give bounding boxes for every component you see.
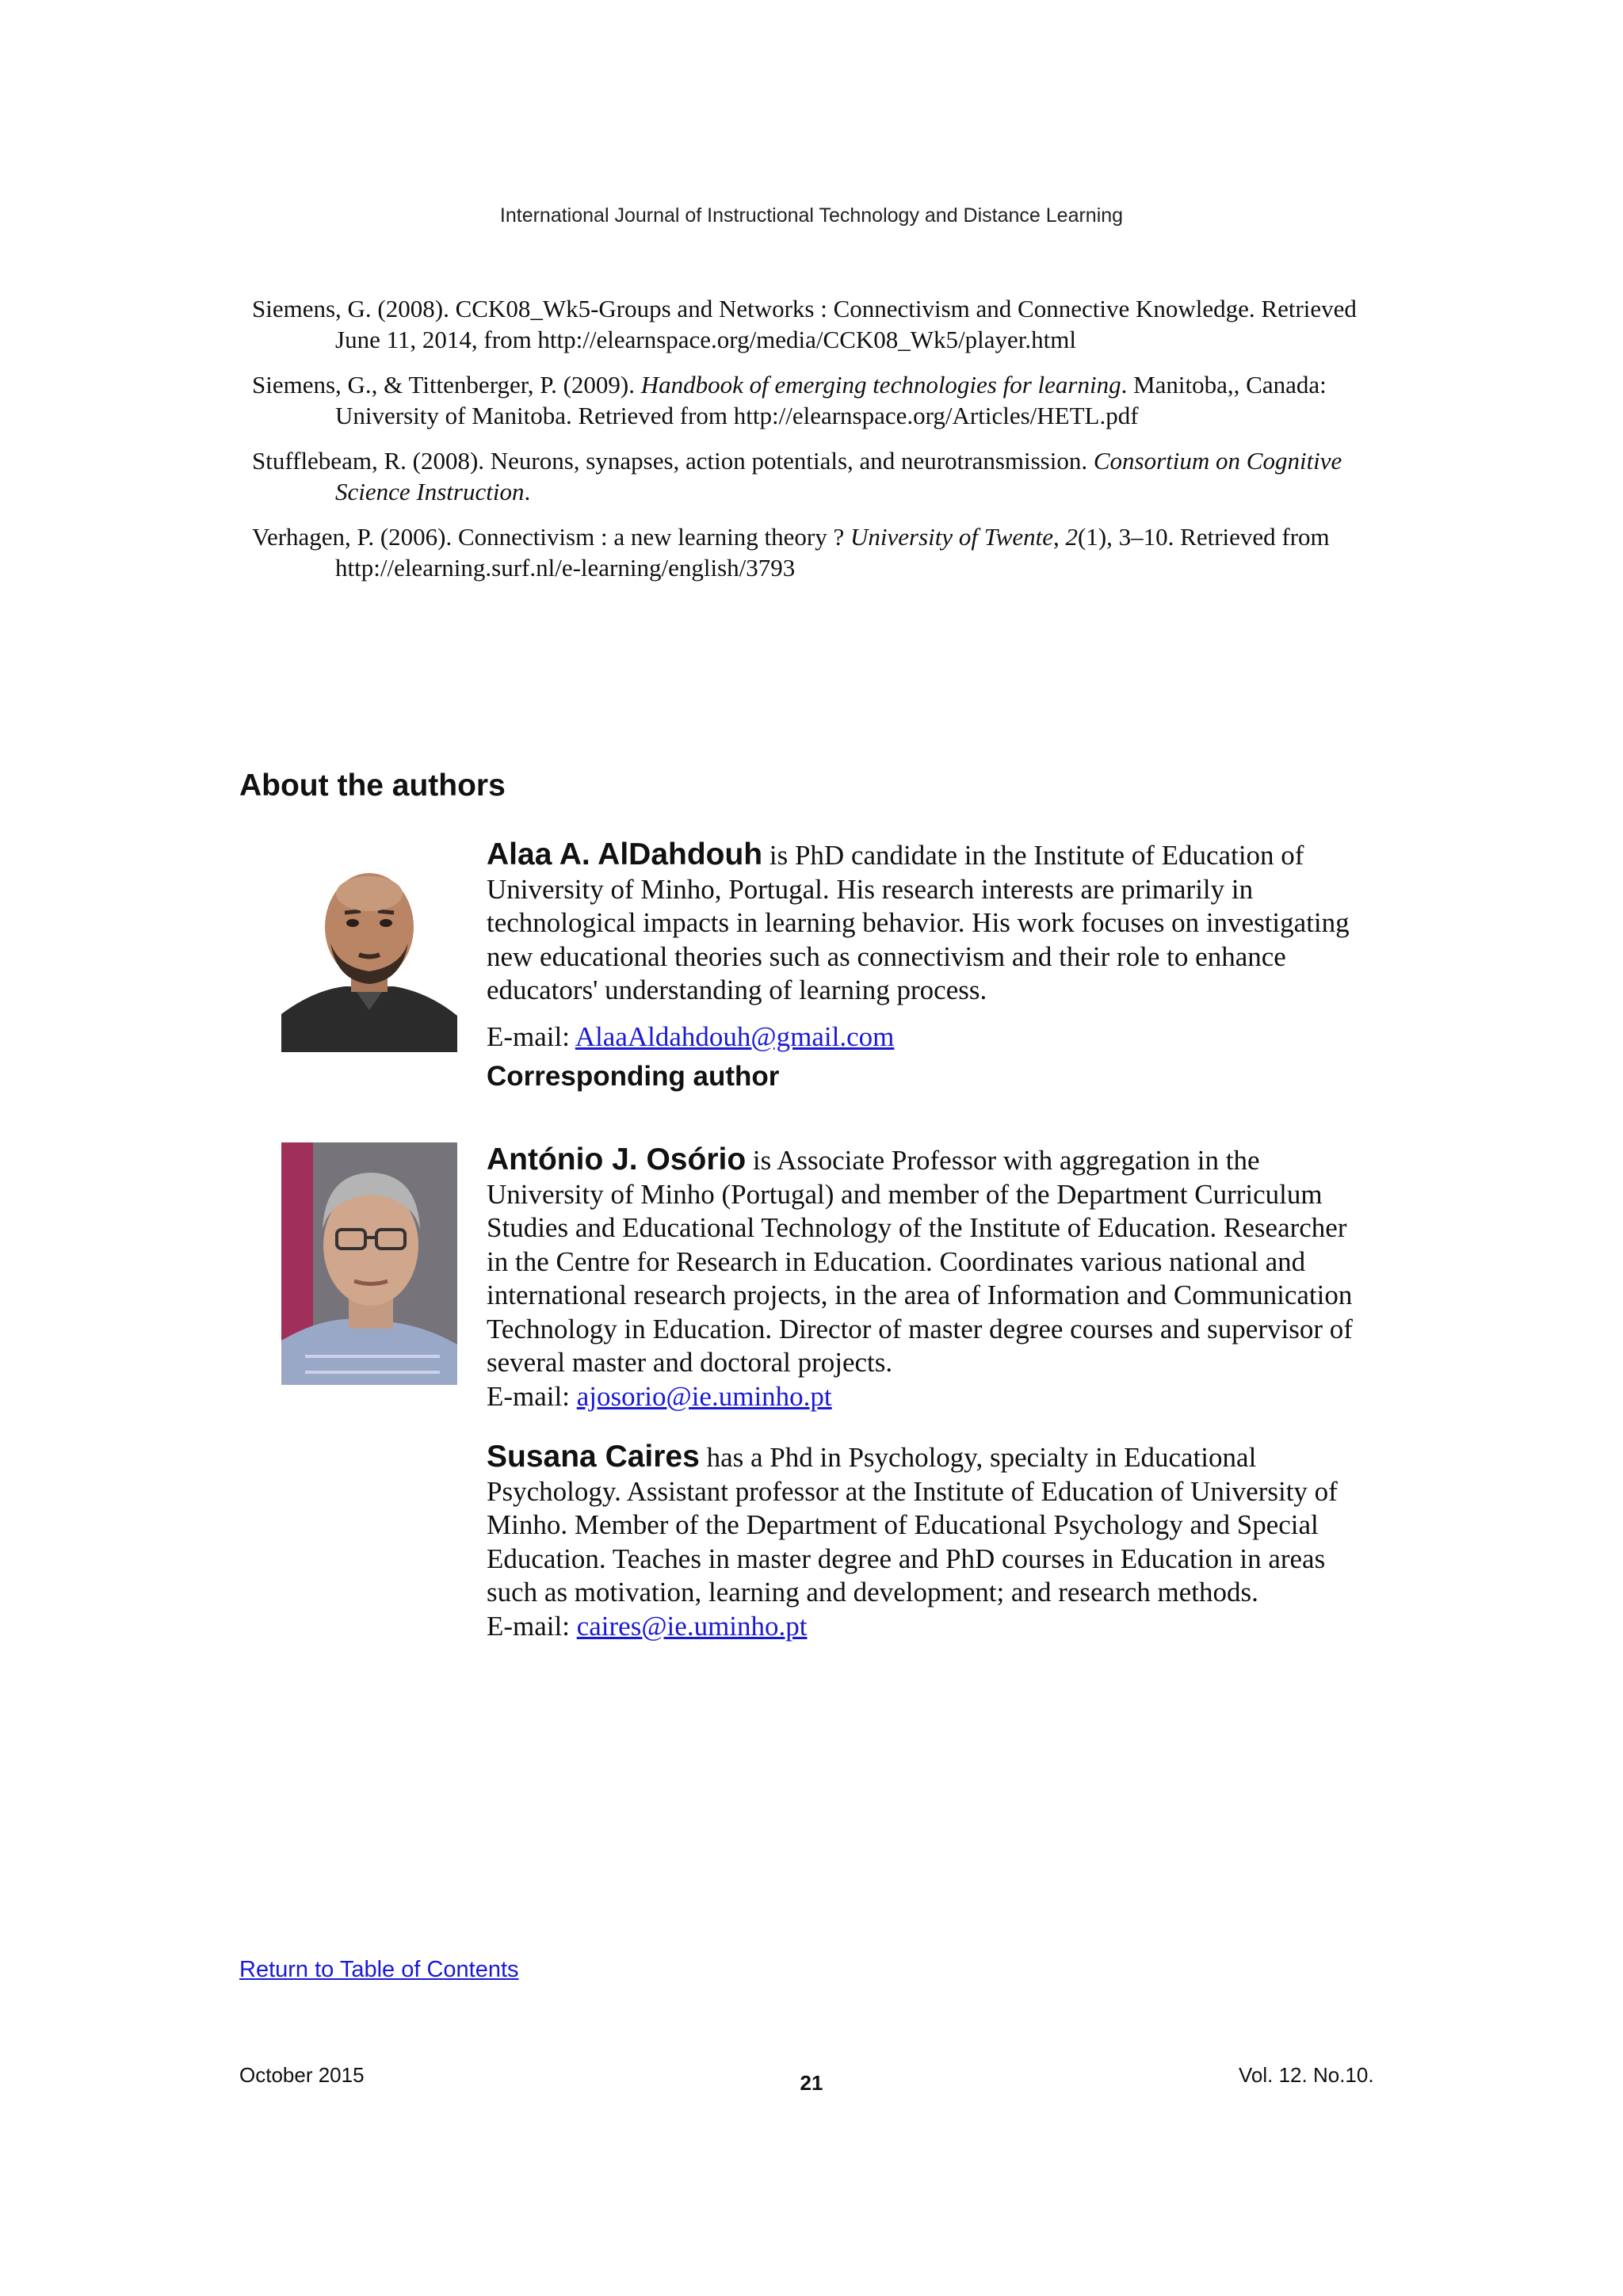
page-number: 21	[800, 2071, 823, 2095]
author-bio-caires	[487, 1440, 1374, 1643]
portrait-image	[281, 848, 457, 1052]
section-heading: About the authors	[239, 769, 506, 803]
email-link[interactable]: caires@ie.uminho.pt	[576, 1610, 808, 1642]
reference-list	[252, 293, 1393, 597]
bio-text: António J. Osório is Associate Professor with aggregation in the University of Minho (Portugal) and member of the Department Curriculum Studies and Educational Technology of the Institute of Education. Researcher in the Centre for Research in Education. Coordinates various national and international research projects, in the area of Information and Communication Technology in Education. Director of master degree courses and supervisor of several master and doctoral projects.	[487, 1142, 1353, 1378]
reference-title: Consortium on Cognitive Science Instruction	[335, 447, 1342, 505]
portrait-image	[281, 1142, 457, 1385]
author-name: António J. Osório	[487, 1142, 747, 1177]
email-link[interactable]: AlaaAldahdouh@gmail.com	[575, 1020, 895, 1052]
email-link[interactable]: ajosorio@ie.uminho.pt	[576, 1380, 832, 1412]
author-bio-aldahdouh	[487, 838, 1374, 1094]
bio-text: Alaa A. AlDahdouh is PhD candidate in the Institute of Education of University of Minho, Portugal. His research interests are primarily in technological impacts in learning behavior. His work focuses on investigating new educational theories such as connectivism and their role to enhance educators' understanding of learning process.	[487, 837, 1350, 1005]
email-line: E-mail: AlaaAldahdouh@gmail.com	[487, 1020, 895, 1052]
reference-item: Verhagen, P. (2006). Connectivism : a new learning theory ? University of Twente, 2(1), 3–10. Retrieved from http://elearning.surf.nl/e-learning/english/3793	[252, 523, 1330, 582]
reference-item: Stufflebeam, R. (2008). Neurons, synapses, action potentials, and neurotransmission. Consortium on Cognitive Science Instruction.	[252, 447, 1342, 505]
running-header: International Journal of Instructional Technology and Distance Learning	[499, 204, 1124, 227]
author-photo-aldahdouh	[281, 848, 457, 1052]
email-line: E-mail: caires@ie.uminho.pt	[487, 1610, 808, 1642]
reference-item: Siemens, G., & Tittenberger, P. (2009). Handbook of emerging technologies for learning. Manitoba,, Canada: University of Manitoba. Retrieved from http://elearnspace.org/Articles/HETL.pdf	[252, 371, 1327, 429]
footer-volume: Vol. 12. No.10.	[1239, 2063, 1374, 2087]
bio-text: Susana Caires has a Phd in Psychology, specialty in Educational Psychology. Assistant professor at the Institute of Education of University of Minho. Member of the Department of Educational Psychology and Special Education. Teaches in master degree and PhD courses in Education in areas such as motivation, learning and development; and research methods.	[487, 1440, 1338, 1608]
author-name: Alaa A. AlDahdouh	[487, 837, 763, 871]
author-name: Susana Caires	[487, 1440, 700, 1474]
author-bio-osorio	[487, 1143, 1374, 1413]
reference-title: Handbook of emerging technologies for learning	[640, 371, 1121, 399]
email-line: E-mail: ajosorio@ie.uminho.pt	[487, 1380, 832, 1412]
reference-title: University of Twente	[850, 523, 1054, 551]
corresponding-author-note: Corresponding author	[487, 1061, 780, 1092]
author-photo-osorio	[281, 1142, 457, 1385]
reference-volume: 2	[1065, 523, 1079, 551]
return-to-toc-link[interactable]: Return to Table of Contents	[239, 1957, 519, 1982]
footer-date: October 2015	[239, 2063, 365, 2087]
reference-item: Siemens, G. (2008). CCK08_Wk5-Groups and Networks : Connectivism and Connective Knowledge. Retrieved June 11, 2014, from http://elearnspace.org/media/CCK08_Wk5/player.html	[252, 295, 1357, 353]
